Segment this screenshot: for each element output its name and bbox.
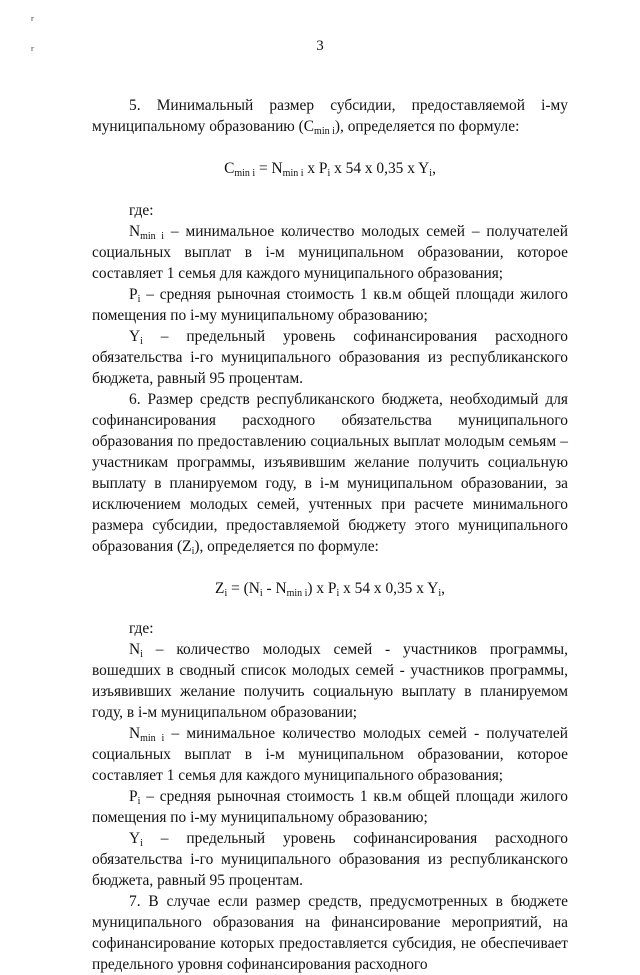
where-label: где: bbox=[129, 202, 154, 219]
margin-mark: ғ bbox=[31, 44, 35, 53]
definition-p: $P_i$ – средняя рыночная стоимость 1 кв.м общей площади жилого помещения по i-му муниципальному образованию; bbox=[92, 788, 568, 826]
paragraph-6: 6. Размер средств республиканского бюджета, необходимый для софинансирования расходного обязательства муниципального образования по предоставлению социальных выплат молодым семьям – участникам программы, изъявившим желание получить социальную выплату в планируемом году, в i-м муниципальном образовании, за исключением молодых семей, учтенных при расчете минимального размера субсидии, предоставляемой бюджету этого муниципального образования $(Z_i)$, определяется по формуле: bbox=[92, 391, 568, 557]
formula-subsidy: $C_{min i} = N_{min i}$ x $P_i$ x 54 x 0,35 x $Y_i$, bbox=[224, 160, 436, 179]
document-body bbox=[92, 95, 568, 975]
where-label: где: bbox=[129, 620, 154, 637]
definition-n-min: $N_{min i}$ – минимальное количество молодых семей - получателей социальных выплат в i-м муниципальном образовании, которое составляет 1 семья для каждого муниципального образования; bbox=[92, 725, 568, 784]
page-number: 3 bbox=[316, 38, 324, 54]
definition-y: $Y_i$ – предельный уровень софинансирования расходного обязательства i-го муниципального образования из республиканского бюджета, равный 95 процентам. bbox=[92, 830, 568, 889]
paragraph-5: 5. Минимальный размер субсидии, предоставляемой i-му муниципальному образованию $(C_{min i})$, определяется по формуле: bbox=[92, 97, 568, 137]
definition-n-min: $N_{min i}$ – минимальное количество молодых семей – получателей социальных выплат в i-м муниципальном образовании, которое составляет 1 семья для каждого муниципального образования; bbox=[92, 223, 568, 282]
paragraph-7: 7. В случае если размер средств, предусмотренных в бюджете муниципального образования на финансирование мероприятий, на софинансирование которых предоставляется субсидия, не обеспечивает предельного уровня софинансирования расходного bbox=[92, 893, 568, 973]
definition-p: $P_i$ – средняя рыночная стоимость 1 кв.м общей площади жилого помещения по i-му муниципальному образованию; bbox=[92, 286, 568, 324]
margin-mark: ғ bbox=[31, 14, 35, 23]
definition-n-i: $N_i$ – количество молодых семей - участников программы, вошедших в сводный список молодых семей - участников программы, изъявивших желание получить социальную выплату в планируемом году, в i-м муниципальном образовании; bbox=[92, 641, 568, 721]
definition-y: $Y_i$ – предельный уровень софинансирования расходного обязательства i-го муниципального образования из республиканского бюджета, равный 95 процентам. bbox=[92, 328, 568, 387]
formula-z: $Z_i = (N_i - N_{min i})$ x $P_i$ x 54 x 0,35 x $Y_i$, bbox=[215, 580, 445, 599]
